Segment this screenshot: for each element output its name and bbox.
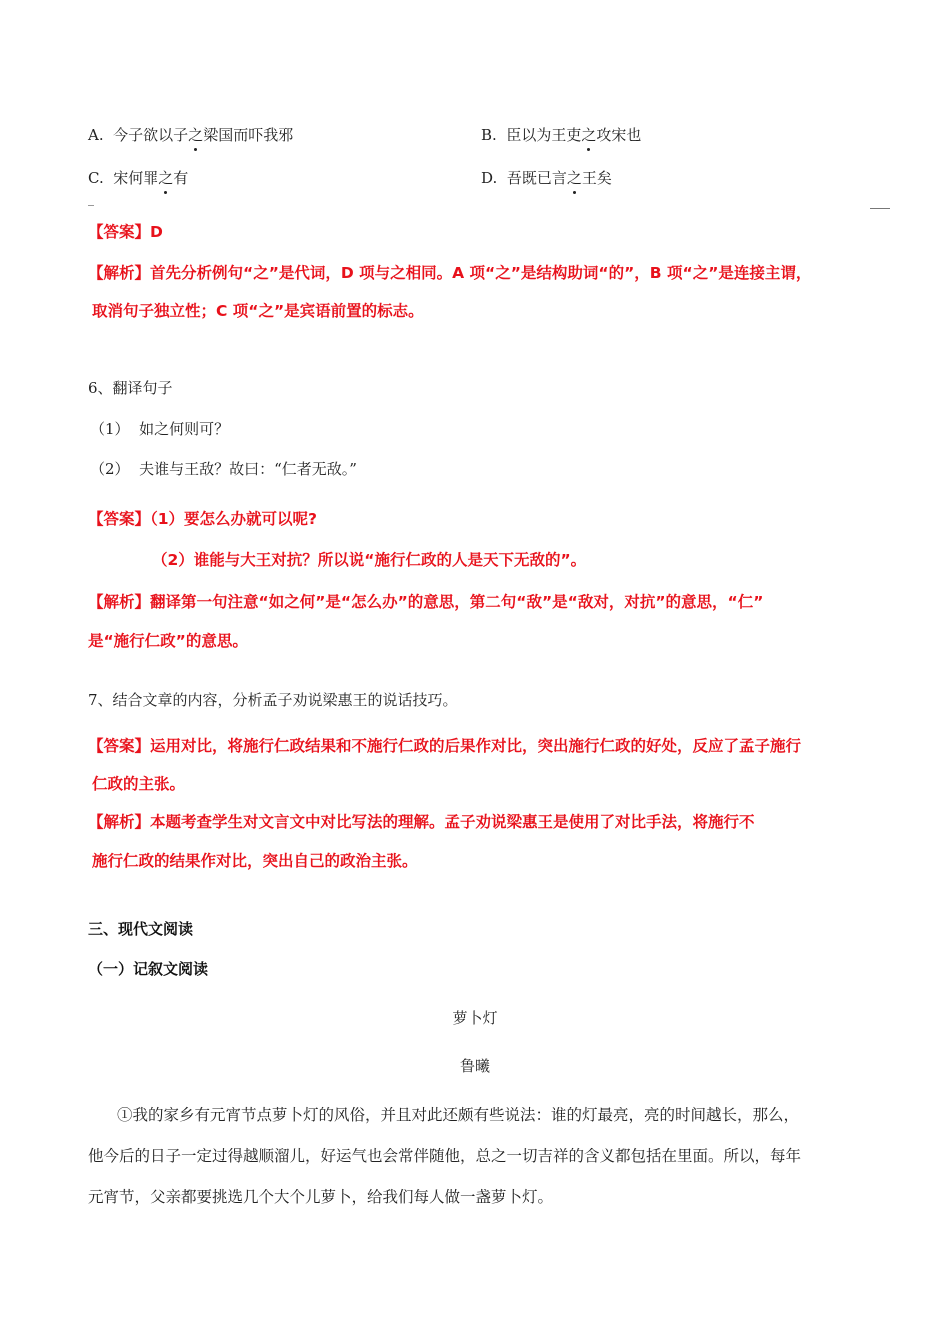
option-c-text-pre: 宋何罪 — [113, 169, 159, 187]
answer-tag: 【答案】 — [88, 510, 151, 528]
option-b-text-post: 攻宋也 — [596, 126, 642, 144]
option-d-label: D. — [481, 169, 498, 187]
q6-analysis-text1: 翻译第一句注意“如之何”是“怎么办”的意思，第二句“敌”是“敌对，对抗”的意思，“仁” — [150, 593, 764, 611]
option-b-label: B. — [481, 126, 497, 144]
q6-analysis-line1 — [88, 590, 763, 612]
option-b-text-pre: 臣以为王吏 — [506, 126, 582, 144]
paragraph-1-line3: 元宵节，父亲都要挑选几个大个儿萝卜，给我们每人做一盏萝卜灯。 — [88, 1188, 554, 1206]
q6-sentence-1 — [90, 418, 229, 439]
q6-s1-text: 如之何则可？ — [139, 420, 230, 438]
option-b-emphasis: 之 — [581, 126, 597, 144]
q7-title: 7、结合文章的内容，分析孟子劝说梁惠王的说话技巧。 — [88, 691, 458, 709]
analysis-tag: 【解析】 — [88, 593, 151, 611]
q6-s1-number: （1） — [90, 420, 130, 438]
q7-analysis-line2: 施行仁政的结果作对比，突出自己的政治主张。 — [92, 852, 418, 870]
answer-tag: 【答案】 — [88, 737, 151, 755]
q6-s2-text: 夫谁与王敌？故曰：“仁者无敌。” — [139, 460, 357, 478]
analysis-tag: 【解析】 — [88, 813, 151, 831]
q5-answer — [88, 220, 163, 242]
divider-left — [88, 205, 94, 206]
option-c-emphasis: 之 — [158, 169, 174, 187]
q6-analysis-line2: 是“施行仁政”的意思。 — [88, 632, 248, 650]
q6-title: 6、翻译句子 — [88, 379, 173, 397]
answer-tag: 【答案】 — [88, 223, 151, 241]
option-c-label: C. — [88, 169, 104, 187]
q5-analysis-line1 — [88, 261, 811, 283]
q6-sentence-2 — [90, 458, 357, 479]
q7-analysis-text1: 本题考查学生对文言文中对比写法的理解。孟子劝说梁惠王是使用了对比手法，将施行不 — [150, 813, 755, 831]
option-c-text-post: 有 — [173, 169, 189, 187]
option-d-text-pre: 吾既已言 — [506, 169, 567, 187]
option-d — [481, 167, 612, 188]
option-a-text-post: 梁国而吓我邪 — [203, 126, 294, 144]
option-d-emphasis: 之 — [566, 169, 582, 187]
section-heading: 三、现代文阅读 — [88, 920, 194, 938]
option-a — [88, 124, 293, 145]
q7-answer-line2: 仁政的主张。 — [92, 775, 186, 793]
q7-answer-line1 — [88, 734, 801, 756]
q6-answer-text1: （1）要怎么办就可以呢? — [150, 510, 318, 528]
option-b — [481, 124, 641, 145]
q5-analysis-line2: 取消句子独立性；C 项“之”是宾语前置的标志。 — [92, 302, 424, 320]
article-title: 萝卜灯 — [452, 1009, 498, 1027]
q5-answer-text: D — [150, 223, 163, 241]
analysis-tag: 【解析】 — [88, 264, 151, 282]
q7-analysis-line1 — [88, 810, 755, 832]
option-a-emphasis: 之 — [188, 126, 204, 144]
q6-answer-line1 — [88, 507, 317, 529]
option-d-text-post: 王矣 — [581, 169, 612, 187]
paragraph-1-line2: 他今后的日子一定过得越顺溜儿，好运气也会常伴随他，总之一切吉祥的含义都包括在里面。所以，每年 — [88, 1147, 802, 1165]
article-author: 鲁曦 — [459, 1057, 490, 1075]
paragraph-1-line1: ①我的家乡有元宵节点萝卜灯的风俗，并且对此还颇有些说法：谁的灯最亮，亮的时间越长，那么， — [117, 1106, 800, 1124]
q7-answer-text1: 运用对比，将施行仁政结果和不施行仁政的后果作对比，突出施行仁政的好处，反应了孟子施行 — [150, 737, 802, 755]
option-c — [88, 167, 188, 188]
option-a-text-pre: 今子欲以子 — [113, 126, 189, 144]
divider-right — [870, 208, 890, 209]
option-a-label: A. — [88, 126, 104, 144]
q6-answer-line2: （2）谁能与大王对抗？所以说“施行仁政的人是天下无敌的”。 — [152, 551, 587, 569]
sub-heading: （一）记叙文阅读 — [88, 960, 209, 978]
q5-analysis-text1: 首先分析例句“之”是代词，D 项与之相同。A 项“之”是结构助词“的”，B 项“之”是连接主谓， — [150, 264, 812, 282]
q6-s2-number: （2） — [90, 460, 130, 478]
